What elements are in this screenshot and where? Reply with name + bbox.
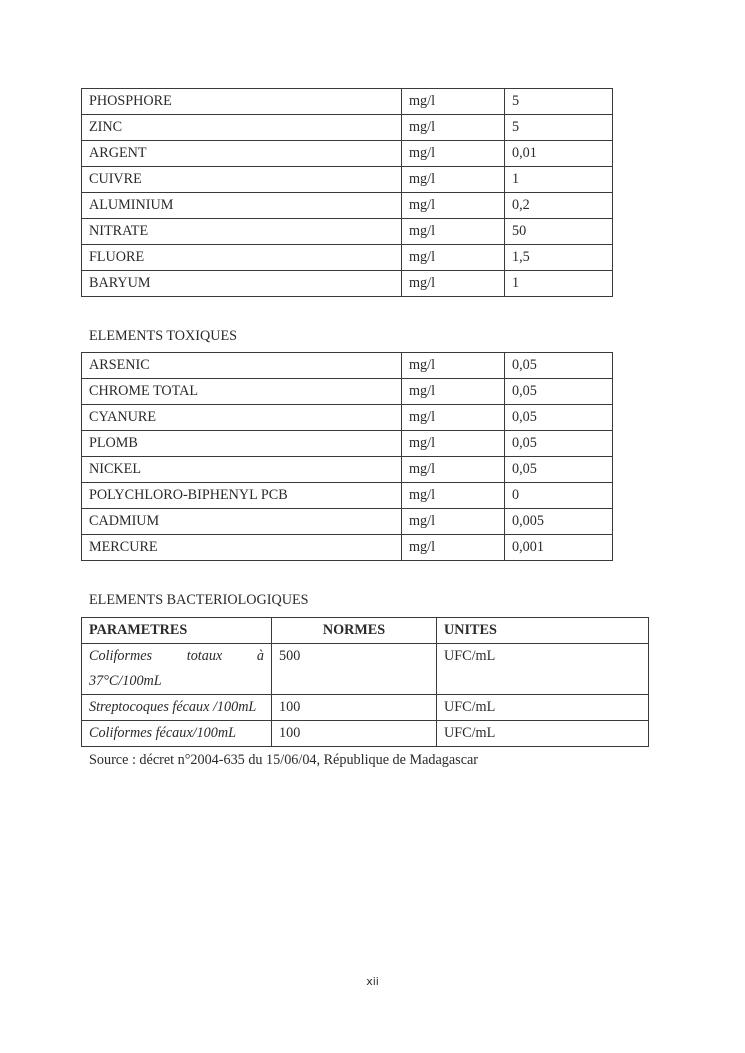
param-cell: CYANURE [82,405,402,431]
bacterio-heading: ELEMENTS BACTERIOLOGIQUES [89,592,309,608]
table-row [82,89,613,115]
value-cell: 1 [505,271,613,297]
param-cell: ARGENT [82,141,402,167]
param-word: totaux [186,648,223,664]
value-cell: 0,05 [505,457,613,483]
table-row [82,695,649,721]
unit-cell: mg/l [402,535,505,561]
param-word: à [256,648,264,664]
param-cell: NITRATE [82,219,402,245]
value-cell: 0 [505,483,613,509]
value-cell: 5 [505,89,613,115]
table-row [82,483,613,509]
value-cell: 0,05 [505,431,613,457]
unit-cell: UFC/mL [437,695,649,721]
value-cell: 1,5 [505,245,613,271]
table-row [82,219,613,245]
col-header-unit: UNITES [437,618,649,644]
table-row [82,245,613,271]
param-cell [82,644,272,695]
param-cell: Streptocoques fécaux /100mL [82,695,272,721]
unit-cell: mg/l [402,193,505,219]
unit-cell: mg/l [402,89,505,115]
unit-cell: mg/l [402,141,505,167]
param-word: Coliformes [89,648,153,664]
table-row [82,644,649,695]
col-header-param: PARAMETRES [82,618,272,644]
value-cell: 50 [505,219,613,245]
unit-cell: UFC/mL [437,721,649,747]
param-cell: PHOSPHORE [82,89,402,115]
unit-cell: mg/l [402,431,505,457]
table-row [82,271,613,297]
param-line-1 [89,644,264,669]
toxic-elements-table [81,352,613,561]
table-row [82,115,613,141]
param-cell: MERCURE [82,535,402,561]
table-row [82,193,613,219]
table-row [82,141,613,167]
value-cell: 0,05 [505,405,613,431]
unit-cell: mg/l [402,509,505,535]
param-cell: NICKEL [82,457,402,483]
norm-cell: 100 [272,721,437,747]
unit-cell: mg/l [402,271,505,297]
table-row [82,509,613,535]
param-cell: POLYCHLORO-BIPHENYL PCB [82,483,402,509]
param-cell: PLOMB [82,431,402,457]
norm-cell: 500 [272,644,437,695]
unit-cell: mg/l [402,379,505,405]
header-row [82,618,649,644]
param-cell: BARYUM [82,271,402,297]
table-row [82,535,613,561]
value-cell: 0,2 [505,193,613,219]
source-note: Source : décret n°2004-635 du 15/06/04, République de Madagascar [89,752,479,768]
param-cell: CUIVRE [82,167,402,193]
value-cell: 0,005 [505,509,613,535]
bacteriological-table [81,617,649,747]
page-number: xii [366,975,379,988]
unit-cell: mg/l [402,405,505,431]
param-line-2: 37°C/100mL [89,673,162,689]
param-cell: CADMIUM [82,509,402,535]
table-row [82,431,613,457]
norm-cell: 100 [272,695,437,721]
unit-cell: mg/l [402,457,505,483]
table-row [82,721,649,747]
unit-cell: UFC/mL [437,644,649,695]
unit-cell: mg/l [402,483,505,509]
col-header-norm: NORMES [272,618,437,644]
unit-cell: mg/l [402,167,505,193]
table-row [82,353,613,379]
value-cell: 0,05 [505,353,613,379]
unit-cell: mg/l [402,353,505,379]
value-cell: 1 [505,167,613,193]
param-cell: FLUORE [82,245,402,271]
unit-cell: mg/l [402,245,505,271]
table-row [82,379,613,405]
value-cell: 0,05 [505,379,613,405]
table-row [82,405,613,431]
table-row [82,457,613,483]
parameters-table [81,88,613,297]
unit-cell: mg/l [402,219,505,245]
value-cell: 0,01 [505,141,613,167]
toxic-heading: ELEMENTS TOXIQUES [89,328,238,344]
value-cell: 5 [505,115,613,141]
param-cell: Coliformes fécaux/100mL [82,721,272,747]
param-cell: ZINC [82,115,402,141]
param-cell: CHROME TOTAL [82,379,402,405]
table-row [82,167,613,193]
param-cell: ARSENIC [82,353,402,379]
value-cell: 0,001 [505,535,613,561]
unit-cell: mg/l [402,115,505,141]
param-cell: ALUMINIUM [82,193,402,219]
